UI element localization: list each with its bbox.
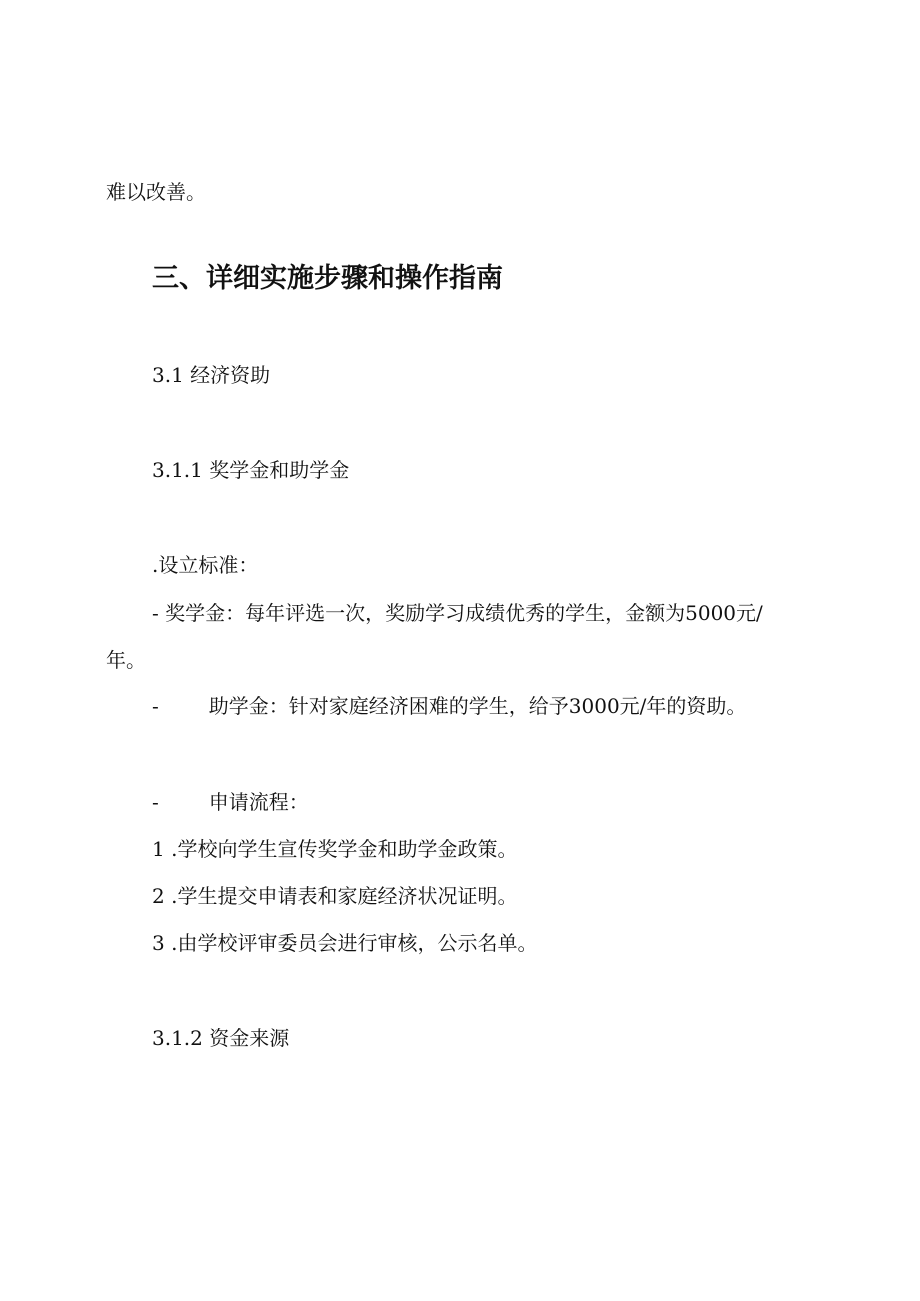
grant-dash: - xyxy=(152,694,159,718)
process-line xyxy=(152,790,309,814)
step-item xyxy=(152,931,537,955)
step-text: .学生提交申请表和家庭经济状况证明。 xyxy=(171,884,518,908)
subsection-3-1-title: 3.1 经济资助 xyxy=(152,363,271,387)
carry-over-text: 难以改善。 xyxy=(106,180,206,204)
step-text: .由学校评审委员会进行审核，公示名单。 xyxy=(171,931,538,955)
criteria-label: .设立标准： xyxy=(152,553,259,577)
section-title: 三、详细实施步骤和操作指南 xyxy=(152,263,503,294)
scholarship-line: - 奖学金：每年评选一次，奖励学习成绩优秀的学生，金额为5000元/ xyxy=(152,601,763,625)
step-item xyxy=(152,837,517,861)
grant-text: 助学金：针对家庭经济困难的学生，给予3000元/年的资助。 xyxy=(208,694,747,718)
grant-line xyxy=(152,694,746,718)
step-item xyxy=(152,884,517,908)
step-number: 2 xyxy=(152,884,165,908)
step-text: .学校向学生宣传奖学金和助学金政策。 xyxy=(171,837,518,861)
scholarship-line-continued: 年。 xyxy=(106,648,146,672)
process-label: 申请流程： xyxy=(208,790,309,814)
step-number: 3 xyxy=(152,931,165,955)
subsection-3-1-2-title: 3.1.2 资金来源 xyxy=(152,1026,290,1050)
step-number: 1 xyxy=(152,837,165,861)
subsection-3-1-1-title: 3.1.1 奖学金和助学金 xyxy=(152,458,350,482)
process-dash: - xyxy=(152,790,159,814)
